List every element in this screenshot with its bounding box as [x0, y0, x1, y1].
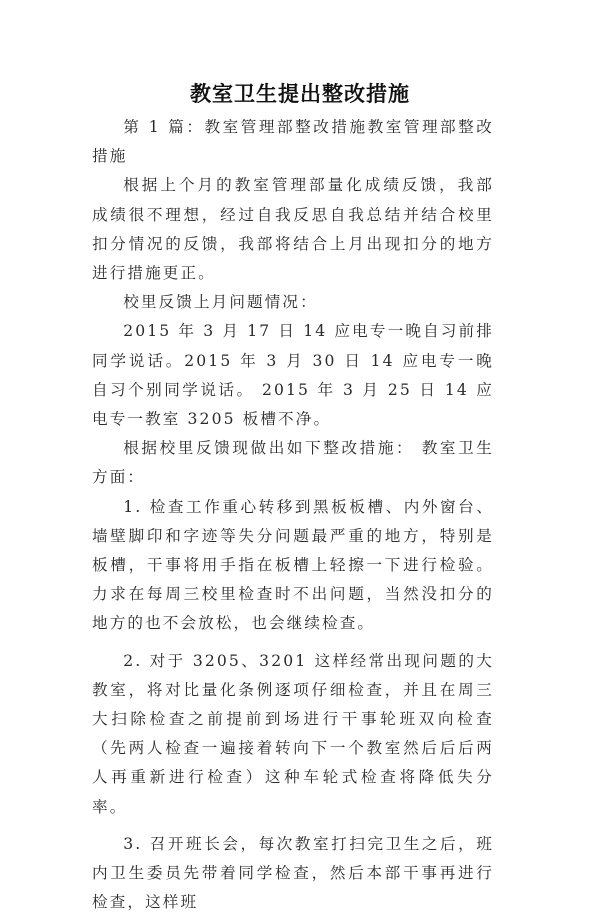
paragraph-measures-heading: 根据校里反馈现做出如下整改措施： 教室卫生方面：	[92, 439, 494, 487]
document-title: 教室卫生提出整改措施	[190, 82, 410, 106]
document-body	[92, 113, 494, 917]
paragraph-issues-heading: 校里反馈上月问题情况：	[123, 293, 318, 312]
paragraph-measure-2: 2. 对于 3205、3201 这样经常出现问题的大教室，将对比量化条例逐项仔细检查，并且在周三大扫除检查之前提前到场进行干事轮班双向检查（先两人检查一遍接着转向下一个教室然后后后两人再重新进行检查）这种车轮式检查将降低失分率。	[92, 651, 494, 816]
paragraph-measure-1: 1. 检查工作重心转移到黑板板槽、内外窗台、墙壁脚印和字迹等失分问题最严重的地方，特别是板槽，干事将用手指在板槽上轻擦一下进行检验。力求在每周三校里检查时不出问题，当然没扣分的地方的也不会放松，也会继续检查。	[92, 497, 494, 633]
paragraph-feedback-summary: 根据上个月的教室管理部量化成绩反馈，我部成绩很不理想，经过自我反思自我总结并结合校里扣分情况的反馈，我部将结合上月出现扣分的地方进行措施更正。	[92, 176, 494, 283]
paragraph-intro-heading: 第 1 篇：教室管理部整改措施教室管理部整改措施	[92, 118, 494, 166]
paragraph-measure-3: 3. 召开班长会，每次教室打扫完卫生之后，班内卫生委员先带着同学检查，然后本部干事再进行检查，这样班	[92, 834, 494, 912]
paragraph-issues-list: 2015 年 3 月 17 日 14 应电专一晚自习前排同学说话。2015 年 3 月 30 日 14 应电专一晚自习个别同学说话。 2015 年 3 月 25 日 14 应电专一教室 3205 板槽不净。	[92, 322, 494, 429]
